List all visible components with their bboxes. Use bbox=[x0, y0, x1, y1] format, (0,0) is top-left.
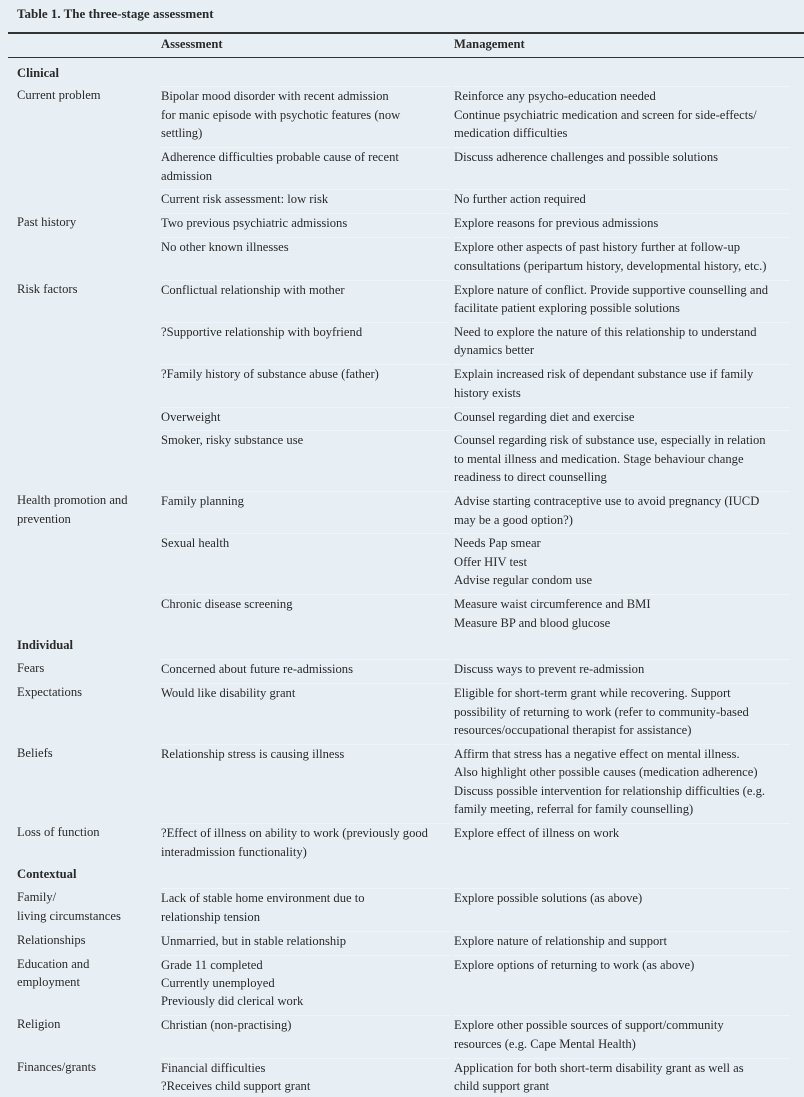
table-row bbox=[0, 319, 804, 361]
table-title: Table 1. The three-stage assessment bbox=[17, 6, 214, 21]
management-cell: No further action required bbox=[454, 189, 790, 208]
header-management: Management bbox=[454, 37, 525, 51]
row-label: Beliefs bbox=[17, 746, 53, 760]
assessment-cell: Financial difficulties ?Receives child support grant bbox=[161, 1058, 449, 1096]
management-cell: Counsel regarding diet and exercise bbox=[454, 407, 790, 426]
table-row bbox=[0, 235, 804, 277]
table-row bbox=[0, 681, 804, 742]
assessment-cell: Would like disability grant bbox=[161, 683, 449, 739]
section-heading: Individual bbox=[17, 638, 74, 653]
table-row bbox=[0, 952, 804, 1013]
table-row bbox=[0, 592, 804, 634]
table-body bbox=[0, 61, 804, 1097]
assessment-cell: Current risk assessment: low risk bbox=[161, 189, 449, 208]
management-cell: Needs Pap smear Offer HIV test Advise regular condom use bbox=[454, 533, 790, 589]
row-label: Past history bbox=[17, 215, 77, 230]
section-heading: Contextual bbox=[17, 867, 77, 882]
table-row bbox=[0, 1013, 804, 1055]
assessment-cell: Grade 11 completed Currently unemployed Previously did clerical work bbox=[161, 955, 449, 1011]
table-row bbox=[0, 277, 804, 319]
management-cell: Explore options of returning to work (as above) bbox=[454, 955, 790, 1011]
management-cell: Affirm that stress has a negative effect on mental illness. Also highlight other possible causes (medication adherence) Discuss possible intervention for relationship difficulties (e.g. family meeting, referral for family counselling) bbox=[454, 744, 790, 819]
management-cell: Eligible for short-term grant while recovering. Support possibility of returning to work (refer to community-based resources/occupational therapist for assistance) bbox=[454, 683, 790, 739]
management-cell: Counsel regarding risk of substance use, especially in relation to mental illness and medication. Stage behaviour change readiness to direct counselling bbox=[454, 430, 790, 486]
assessment-cell: Overweight bbox=[161, 407, 449, 426]
management-cell: Reinforce any psycho-education needed Continue psychiatric medication and screen for side-effects/ medication difficulties bbox=[454, 86, 790, 142]
assessment-cell: ?Supportive relationship with boyfriend bbox=[161, 322, 449, 360]
management-cell: Measure waist circumference and BMI Measure BP and blood glucose bbox=[454, 594, 790, 632]
management-cell: Explore possible solutions (as above) bbox=[454, 888, 790, 926]
management-cell: Need to explore the nature of this relationship to understand dynamics better bbox=[454, 322, 790, 360]
table-row bbox=[0, 187, 804, 211]
assessment-cell: Relationship stress is causing illness bbox=[161, 744, 449, 819]
management-cell: Explore reasons for previous admissions bbox=[454, 213, 790, 232]
row-label: Relationships bbox=[17, 932, 86, 947]
management-cell: Advise starting contraceptive use to avoid pregnancy (IUCD may be a good option?) bbox=[454, 491, 790, 529]
assessment-cell: ?Family history of substance abuse (father) bbox=[161, 364, 449, 402]
management-cell: Explore other possible sources of support/community resources (e.g. Cape Mental Health) bbox=[454, 1015, 790, 1053]
row-label: Expectations bbox=[17, 685, 83, 700]
assessment-cell: Unmarried, but in stable relationship bbox=[161, 931, 449, 950]
management-cell: Application for both short-term disability grant as well as child support grant bbox=[454, 1058, 790, 1096]
table-row bbox=[0, 928, 804, 952]
table-row bbox=[0, 404, 804, 428]
table-row bbox=[0, 742, 804, 821]
management-cell: Explore nature of conflict. Provide supportive counselling and facilitate patient exploring possible solutions bbox=[454, 280, 790, 318]
row-label: Current problem bbox=[17, 88, 101, 103]
management-cell: Discuss adherence challenges and possible solutions bbox=[454, 147, 790, 185]
assessment-cell: Concerned about future re-admissions bbox=[161, 659, 449, 678]
table-row bbox=[0, 362, 804, 404]
row-label: Finances/grants bbox=[17, 1059, 97, 1074]
section-heading: Clinical bbox=[17, 65, 59, 80]
assessment-cell: Conflictual relationship with mother bbox=[161, 280, 449, 318]
row-label: Education and employment bbox=[17, 956, 90, 989]
assessment-cell: Lack of stable home environment due to relationship tension bbox=[161, 888, 449, 926]
row-label: Risk factors bbox=[17, 281, 78, 296]
header-rule bbox=[8, 57, 804, 58]
row-label: Religion bbox=[17, 1017, 61, 1032]
table-row bbox=[0, 211, 804, 235]
assessment-cell: Family planning bbox=[161, 491, 449, 529]
table-row bbox=[0, 531, 804, 592]
management-cell: Explore other aspects of past history further at follow-up consultations (peripartum history, developmental history, etc.) bbox=[454, 237, 790, 275]
row-label: Fears bbox=[17, 661, 45, 676]
table-row bbox=[0, 84, 804, 145]
assessment-cell: ?Effect of illness on ability to work (previously good interadmission functionality) bbox=[161, 823, 449, 861]
assessment-cell: Sexual health bbox=[161, 533, 449, 589]
assessment-cell: Chronic disease screening bbox=[161, 594, 449, 632]
table-row bbox=[0, 428, 804, 489]
table-row bbox=[0, 489, 804, 531]
row-label: Loss of function bbox=[17, 825, 100, 840]
assessment-cell: Adherence difficulties probable cause of recent admission bbox=[161, 147, 449, 185]
management-cell: Explore effect of illness on work bbox=[454, 823, 790, 861]
table-row bbox=[0, 145, 804, 187]
header-assessment: Assessment bbox=[161, 37, 223, 51]
assessment-cell: Two previous psychiatric admissions bbox=[161, 213, 449, 232]
assessment-cell: Christian (non-practising) bbox=[161, 1015, 449, 1053]
row-label: Family/ living circumstances bbox=[17, 890, 121, 923]
table-row bbox=[0, 821, 804, 863]
table-row bbox=[0, 886, 804, 928]
table-row bbox=[0, 657, 804, 681]
management-cell: Explore nature of relationship and support bbox=[454, 931, 790, 950]
management-cell: Explain increased risk of dependant substance use if family history exists bbox=[454, 364, 790, 402]
assessment-cell: No other known illnesses bbox=[161, 237, 449, 275]
table-row bbox=[0, 1055, 804, 1097]
row-label: Health promotion and prevention bbox=[17, 493, 128, 526]
top-rule bbox=[8, 32, 804, 34]
management-cell: Discuss ways to prevent re-admission bbox=[454, 659, 790, 678]
assessment-cell: Bipolar mood disorder with recent admission for manic episode with psychotic features (now settling) bbox=[161, 86, 449, 142]
assessment-cell: Smoker, risky substance use bbox=[161, 430, 449, 486]
